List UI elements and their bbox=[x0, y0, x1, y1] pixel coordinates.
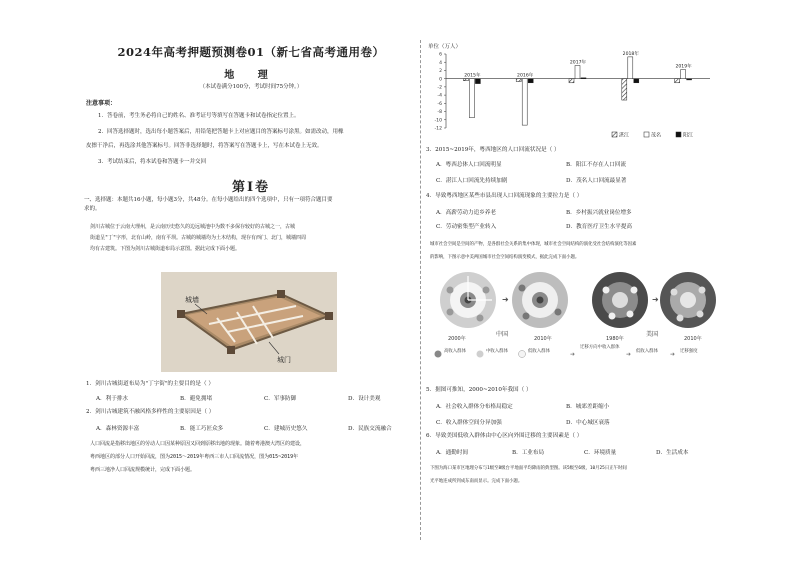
question-4-option-c[interactable]: C．劳动密集型产业转入 bbox=[436, 224, 497, 230]
chart-category-label: 2016年 bbox=[517, 73, 534, 79]
chart-bar-茂名 bbox=[575, 66, 580, 79]
question-1-option-b[interactable]: B．避免拥堵 bbox=[180, 396, 213, 402]
question-6-option-d[interactable]: D．生活成本 bbox=[656, 450, 689, 456]
legend-intensity: 迁移强度 bbox=[680, 349, 698, 354]
chart-bar-阳江 bbox=[634, 79, 639, 83]
question-6-option-a[interactable]: A．通勤时间 bbox=[436, 450, 469, 456]
section-title: 第Ⅰ卷 bbox=[231, 180, 271, 195]
year-label: 1980年 bbox=[606, 336, 624, 342]
ring-china-2000 bbox=[440, 272, 496, 328]
question-2-option-a[interactable]: A．森林资源丰富 bbox=[96, 426, 140, 432]
city-map-svg bbox=[161, 272, 337, 372]
question-6-option-c[interactable]: C．环境质量 bbox=[584, 450, 617, 456]
arrow-icon: ➜ bbox=[626, 351, 632, 358]
chart-bar-湛江 bbox=[675, 79, 680, 83]
chart-bar-湛江 bbox=[569, 79, 574, 83]
question-1: 1．剑川古城街道布局为"丁字街"的主要目的是（ ） bbox=[86, 381, 214, 387]
question-2-option-d[interactable]: D．民族交流融合 bbox=[348, 426, 392, 432]
question-1-option-d[interactable]: D．设计美观 bbox=[348, 396, 381, 402]
question-2-option-c[interactable]: C．建城历史悠久 bbox=[264, 426, 308, 432]
chart-y-tick-label: -8 bbox=[437, 110, 442, 116]
question-5-option-a[interactable]: A．社会收入群体分布格局稳定 bbox=[436, 404, 513, 410]
passage-line: 均有古建筑。下图为剑川古城街道布局示意图。据此完成下面小题。 bbox=[90, 246, 241, 252]
question-4-option-d[interactable]: D．教育医疗卫生水平提高 bbox=[566, 224, 633, 230]
ancient-city-illustration bbox=[161, 272, 337, 372]
chart-legend-swatch bbox=[644, 132, 649, 137]
notice-rule: 3．考试结束后，将本试卷和答题卡一并交回 bbox=[98, 159, 207, 165]
question-5-option-b[interactable]: B．城郊差距缩小 bbox=[566, 404, 610, 410]
notice-rule: 2．回答选择题时，选出每小题答案后，用铅笔把答题卡上对应题目的答案标号涂黑。如需改动，用橡 bbox=[98, 129, 344, 135]
question-1-option-a[interactable]: A．利于排水 bbox=[96, 396, 129, 402]
chart-bar-阳江 bbox=[528, 79, 533, 83]
question-1-option-c[interactable]: C．军事防御 bbox=[264, 396, 297, 402]
chart-bar-湛江 bbox=[516, 79, 521, 82]
question-3-option-d[interactable]: D．茂名人口回流最显著 bbox=[566, 178, 627, 184]
exam-title: 2024年高考押题预测卷01（新七省高考通用卷） bbox=[117, 45, 385, 59]
passage-line: 人口回流是指移出地区的劳动人口因某种原因又回到原移出地的现象。随着粤港澳大湾区的建设， bbox=[90, 441, 306, 447]
passage-line: 城市社会空间是空间的产物，是各群社会关系的集中体现，城市社会空间结构的演化受社会结构演化等因素 bbox=[430, 242, 637, 247]
chart-bar-茂名 bbox=[522, 79, 527, 125]
chart-bar-茂名 bbox=[469, 79, 474, 118]
chart-y-tick-label: 2 bbox=[439, 69, 442, 75]
subject-title: 地 理 bbox=[224, 70, 278, 81]
chart-y-tick-label: 6 bbox=[439, 52, 442, 58]
question-2: 2．剑川古城建筑不融风格多样性的主要原因是（ ） bbox=[86, 409, 215, 415]
legend-low: 低收入群体 bbox=[528, 349, 550, 354]
question-3-option-b[interactable]: B．阳江不存在人口回流 bbox=[566, 162, 627, 168]
arrow-icon: ➜ bbox=[670, 351, 676, 358]
passage-4 bbox=[430, 462, 718, 488]
chart-y-tick-label: -2 bbox=[437, 85, 442, 91]
label-city-gate: 城门 bbox=[277, 356, 291, 364]
passage-line: 下图为海口某市区地理分布与1级至8级台平地面平均降雨的典型图。该5级至6级，10月25日正午时间 bbox=[430, 466, 627, 471]
legend-high-swatch bbox=[435, 351, 442, 358]
legend-low-swatch bbox=[519, 351, 526, 358]
question-6: 6．导致美国低收入群体由中心区向外围迁移的主要因素是（ ） bbox=[426, 433, 583, 439]
left-column bbox=[84, 0, 418, 562]
chart-legend-swatch bbox=[612, 132, 617, 137]
chart-bar-茂名 bbox=[681, 70, 686, 79]
chart-legend-swatch bbox=[676, 132, 681, 137]
migration-chart bbox=[424, 40, 716, 140]
chart-y-tick-label: 0 bbox=[439, 77, 442, 83]
section-intro bbox=[84, 196, 414, 214]
passage-3 bbox=[430, 238, 718, 264]
legend-high: 高收入群体 bbox=[444, 349, 466, 354]
label-city-wall: 城墙 bbox=[185, 296, 199, 304]
chart-y-tick-label: 4 bbox=[439, 60, 442, 66]
legend-migration: 迁移方向中收入群体 bbox=[580, 345, 620, 350]
chart-category-label: 2018年 bbox=[622, 51, 639, 57]
question-6-option-b[interactable]: B．工业布局 bbox=[512, 450, 545, 456]
chart-legend-label: 湛江 bbox=[619, 132, 630, 139]
chart-y-tick-label: -6 bbox=[437, 101, 442, 107]
country-label-usa: 美国 bbox=[646, 331, 659, 338]
chart-y-tick-label: -10 bbox=[434, 118, 442, 124]
social-space-diagram bbox=[430, 268, 720, 380]
passage-line: 光平地连成所到成东南而显示。完成下面小题。 bbox=[430, 479, 523, 484]
passage-line: 街道呈"丁"字形，北有山岭，南有平坝。古城的城墙均为土木结构，现存有西门、北门，城墙四周 bbox=[90, 235, 307, 241]
chart-bar-阳江 bbox=[475, 79, 480, 84]
question-4-option-b[interactable]: B．乡村振兴就业岗位增多 bbox=[566, 210, 632, 216]
chart-y-tick-label: -12 bbox=[434, 126, 442, 132]
passage-line: 粤西地区的部分人口开始回流，图为2015～2019年粤西三市人口回流情况，图为015~2019年 bbox=[90, 454, 299, 460]
chart-bar-阳江 bbox=[581, 78, 586, 79]
intro-line: 求的。 bbox=[84, 206, 101, 212]
chart-legend-label: 阳江 bbox=[683, 132, 694, 139]
intro-line: 一、选择题：本题共16小题，每小题3分，共48分。在每小题给出的四个选项中，只有一项符合题目要 bbox=[84, 197, 333, 203]
chart-bar-阳江 bbox=[687, 79, 692, 80]
ring-usa-2010 bbox=[660, 272, 716, 328]
ring-usa-1980 bbox=[592, 272, 648, 328]
chart-ylabel: 单位（万人） bbox=[428, 44, 462, 50]
legend-mid-swatch bbox=[477, 351, 484, 358]
question-3-option-a[interactable]: A．粤西总体人口回流明显 bbox=[436, 162, 502, 168]
question-3: 3．2015~2019年，粤西地区的人口回流状况是（ ） bbox=[426, 147, 560, 153]
passage-line: 粤西三地净人口回流规模统计，完成下面小题。 bbox=[90, 467, 196, 473]
arrow-icon: ➜ bbox=[652, 295, 659, 304]
notice-rule: 1．答卷前，考生务必将自己的姓名、准考证号等填写在答题卡和试卷指定位置上。 bbox=[98, 113, 300, 119]
legend-mid: 中收入群体 bbox=[486, 349, 508, 354]
notice-rule: 皮擦干净后，再选涂其他答案标号。回答非选择题时，将答案写在答题卡上，写在本试卷上无效。 bbox=[86, 143, 323, 149]
passage-1 bbox=[90, 222, 420, 255]
column-divider bbox=[420, 40, 421, 540]
question-5-option-d[interactable]: D．中心城区衰落 bbox=[566, 420, 610, 426]
passage-line: 剑川古城位于云南大理州，是云南历史悠久的边远城池中为数不多保存较好的古城之一，古城 bbox=[90, 224, 296, 230]
legend-low-2: 低收入群体 bbox=[636, 349, 658, 354]
exam-note: （本试卷满分100分，考试时间75分钟。） bbox=[199, 84, 303, 90]
migration-chart-svg bbox=[424, 40, 716, 140]
question-4: 4．导致粤西地区某些市县出现人口回流现象的主要拉力是（ ） bbox=[426, 193, 583, 199]
chart-category-label: 2017年 bbox=[569, 60, 587, 66]
notice-label: 注意事项： bbox=[86, 100, 117, 107]
year-label: 2010年 bbox=[534, 336, 552, 342]
question-2-option-b[interactable]: B．能工巧匠众多 bbox=[180, 426, 224, 432]
year-label: 2010年 bbox=[684, 336, 702, 342]
chart-category-label: 2015年 bbox=[464, 73, 481, 79]
question-4-option-a[interactable]: A．高薪劳动力追乡养老 bbox=[436, 210, 496, 216]
right-column bbox=[424, 0, 716, 562]
chart-bar-湛江 bbox=[622, 79, 627, 100]
question-5-option-c[interactable]: C．收入群体空间分异加强 bbox=[436, 420, 502, 426]
arrow-icon: ➜ bbox=[502, 295, 509, 304]
chart-y-tick-label: -4 bbox=[437, 93, 442, 99]
ring-china-2010 bbox=[512, 272, 568, 328]
chart-category-label: 2019年 bbox=[675, 64, 692, 70]
question-5: 5．据图可推知，2000~2010年我国（ ） bbox=[426, 387, 532, 393]
chart-legend-label: 茂名 bbox=[651, 132, 662, 139]
passage-line: 的影响，下图示意中美两国城市社会空间结构演变模式，据此完成下面小题。 bbox=[430, 255, 580, 260]
question-3-option-c[interactable]: C．湛江人口回流先持续加剧 bbox=[436, 178, 508, 184]
year-label: 2000年 bbox=[448, 336, 466, 342]
chart-bar-茂名 bbox=[628, 57, 633, 79]
chart-bar-湛江 bbox=[463, 79, 468, 81]
arrow-icon: ➜ bbox=[570, 351, 576, 358]
passage-2 bbox=[90, 438, 420, 477]
social-space-svg bbox=[430, 268, 720, 380]
country-label-china: 中国 bbox=[496, 331, 509, 338]
